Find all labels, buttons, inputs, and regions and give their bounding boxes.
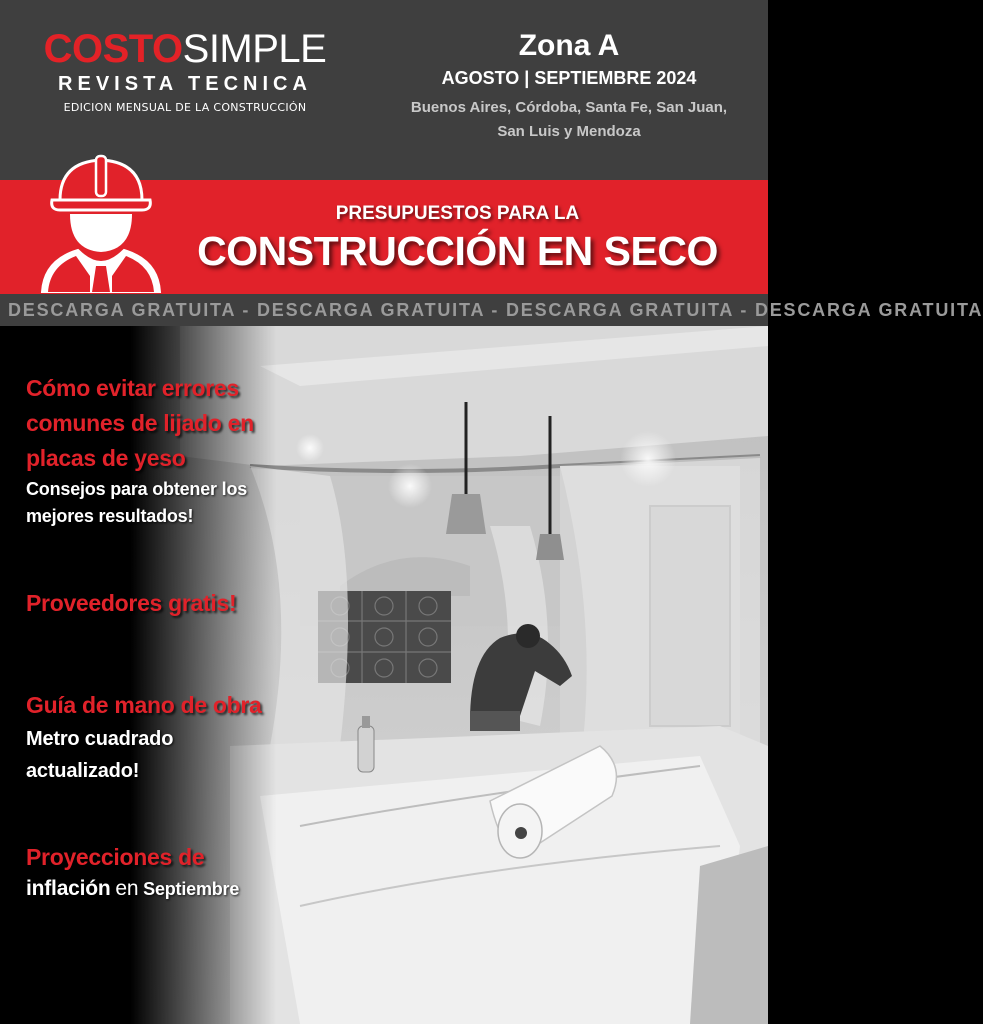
article-title: Proyecciones de: [26, 844, 205, 870]
issue-dates: AGOSTO | SEPTIEMBRE 2024: [441, 68, 697, 88]
issue-info: [370, 28, 768, 144]
zone-title: Zona A: [518, 29, 620, 62]
banner-line2: CONSTRUCCIÓN EN SECO: [197, 228, 718, 274]
article-title: Cómo evitar errores comunes de lijado en placas de yeso: [26, 375, 254, 471]
article-title: Proveedores gratis!: [26, 590, 237, 616]
article-subtitle: [26, 875, 326, 903]
article-subtitle-word: en: [115, 877, 139, 900]
logo-tagline: EDICION MENSUAL DE LA CONSTRUCCIÓN: [63, 101, 307, 114]
logo-subtitle: REVISTA TECNICA: [58, 73, 312, 95]
article-subtitle-word: inflación: [26, 877, 111, 900]
logo-wordmark: [0, 26, 370, 72]
download-ticker: [0, 294, 983, 326]
construction-worker-icon: [38, 142, 164, 294]
article-sanding[interactable]: [26, 371, 326, 530]
article-title: Guía de mano de obra: [26, 692, 262, 718]
article-subtitle-word: Septiembre: [143, 879, 240, 899]
ticker-text: DESCARGA GRATUITA - DESCARGA GRATUITA - DESCARGA GRATUITA - DESCARGA GRATUITA: [8, 300, 983, 320]
banner-text: [190, 202, 725, 274]
logo-simple: SIMPLE: [182, 27, 327, 71]
title-banner: [0, 180, 768, 294]
article-subtitle: Consejos para obtener los mejores resultados!: [26, 479, 248, 526]
logo-costo: COSTO: [43, 27, 183, 71]
article-labor-guide[interactable]: [26, 688, 326, 787]
article-subtitle: Metro cuadrado actualizado!: [26, 728, 174, 782]
magazine-logo: [0, 26, 370, 114]
banner-line1: PRESUPUESTOS PARA LA: [335, 203, 580, 224]
article-suppliers[interactable]: [26, 586, 326, 621]
article-inflation[interactable]: [26, 840, 326, 903]
issue-regions: Buenos Aires, Córdoba, Santa Fe, San Juan, San Luis y Mendoza: [410, 99, 728, 140]
